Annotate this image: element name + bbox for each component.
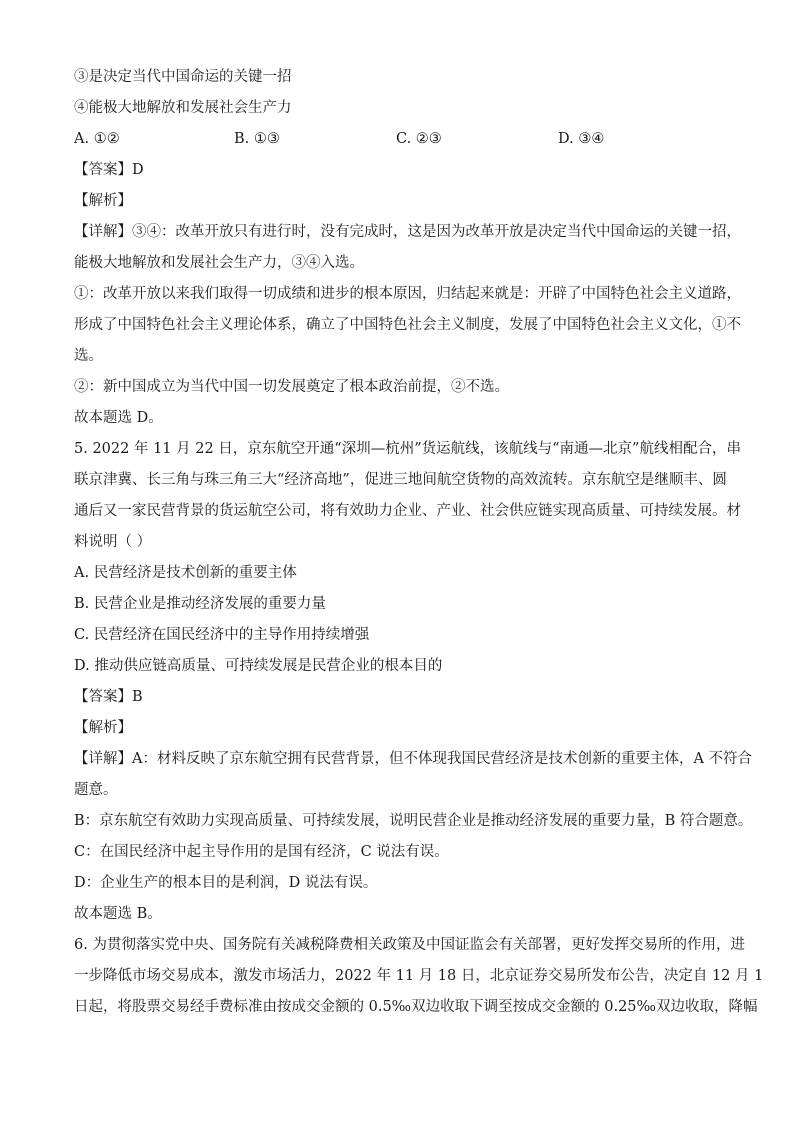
q5-answer-tag: 【答案】	[74, 689, 132, 705]
q5-stem-line-1: 5. 2022 年 11 月 22 日，京东航空开通“深圳—杭州”货运航线，该航线与“南通—北京”航线相配合，串	[74, 441, 741, 457]
q5-stem-line-3: 通后又一家民营背景的货运航空公司，将有效助力企业、产业、社会供应链实现高质量、可持续发展。材	[74, 503, 741, 519]
q5-analysis-heading: 【解析】	[74, 720, 132, 736]
q4-answer-value: D	[132, 162, 144, 178]
q5-option-d: D. 推动供应链高质量、可持续发展是民营企业的根本目的	[74, 658, 443, 674]
q4-analysis-heading: 【解析】	[74, 193, 132, 209]
q6-stem-line-1: 6. 为贯彻落实党中央、国务院有关减税降费相关政策及中国证监会有关部署，更好发挥交易所的作用，进	[74, 937, 745, 953]
q4-answer-tag: 【答案】	[74, 162, 132, 178]
q5-option-a: A. 民营经济是技术创新的重要主体	[74, 565, 297, 581]
q4-conclusion: 故本题选 D。	[74, 410, 163, 426]
q5-detail-a-text: A：材料反映了京东航空拥有民营背景，但不体现我国民营经济是技术创新的重要主体，A 不符合	[132, 751, 753, 767]
q6-stem-line-3: 日起，将股票交易经手费标准由按成交金额的 0.5‰双边收取下调至按成交金额的 0.25‰双边收取，降幅	[74, 999, 758, 1015]
q4-detail-3: ②：新中国成立为当代中国一切发展奠定了根本政治前提，②不选。	[74, 379, 509, 395]
q5-option-c: C. 民营经济在国民经济中的主导作用持续增强	[74, 627, 370, 643]
q4-statement-4: ④能极大地解放和发展社会生产力	[74, 100, 292, 116]
q4-answer	[74, 155, 724, 186]
q4-detail-2-line-3: 选。	[74, 348, 103, 364]
q5-detail-a-line-2: 题意。	[74, 782, 118, 798]
q5-option-b: B. 民营企业是推动经济发展的重要力量	[74, 596, 326, 612]
q4-option-a: A. ①②	[74, 131, 120, 147]
q4-detail-1-line-1	[74, 217, 741, 248]
q5-answer-value: B	[132, 689, 143, 705]
q4-detail-1-line-2: 能极大地解放和发展社会生产力，③④入选。	[74, 255, 364, 271]
q5-detail-d: D：企业生产的根本目的是利润，D 说法有误。	[74, 875, 378, 891]
document-content	[74, 62, 764, 1023]
q5-detail-a-line-1	[74, 744, 753, 775]
q4-statement-3: ③是决定当代中国命运的关键一招	[74, 69, 292, 85]
q4-option-d: D. ③④	[558, 131, 605, 147]
q4-options	[74, 124, 724, 155]
q4-detail-1-text: ③④：改革开放只有进行时，没有完成时，这是因为改革开放是决定当代中国命运的关键一招，	[132, 224, 741, 240]
q5-answer	[74, 682, 724, 713]
q5-detail-tag: 【详解】	[74, 751, 132, 767]
q4-detail-tag: 【详解】	[74, 224, 132, 240]
q6-stem-line-2: 一步降低市场交易成本，激发市场活力，2022 年 11 月 18 日，北京证券交易所发布公告，决定自 12 月 1	[74, 968, 764, 984]
q5-stem-line-2: 联京津冀、长三角与珠三角三大“经济高地”，促进三地间航空货物的高效流转。京东航空是继顺丰、圆	[74, 472, 727, 488]
q5-detail-b: B：京东航空有效助力实现高质量、可持续发展，说明民营企业是推动经济发展的重要力量，B 符合题意。	[74, 813, 753, 829]
q4-detail-2-line-1: ①：改革开放以来我们取得一切成绩和进步的根本原因，归结起来就是：开辟了中国特色社会主义道路，	[74, 286, 741, 302]
q4-detail-2-line-2: 形成了中国特色社会主义理论体系，确立了中国特色社会主义制度，发展了中国特色社会主义文化，①不	[74, 317, 741, 333]
q5-conclusion: 故本题选 B。	[74, 906, 162, 922]
q4-option-b: B. ①③	[234, 131, 280, 147]
q5-detail-c: C：在国民经济中起主导作用的是国有经济，C 说法有误。	[74, 844, 449, 860]
q5-stem-line-4: 料说明（ ）	[74, 534, 152, 550]
q4-option-c: C. ②③	[396, 131, 442, 147]
